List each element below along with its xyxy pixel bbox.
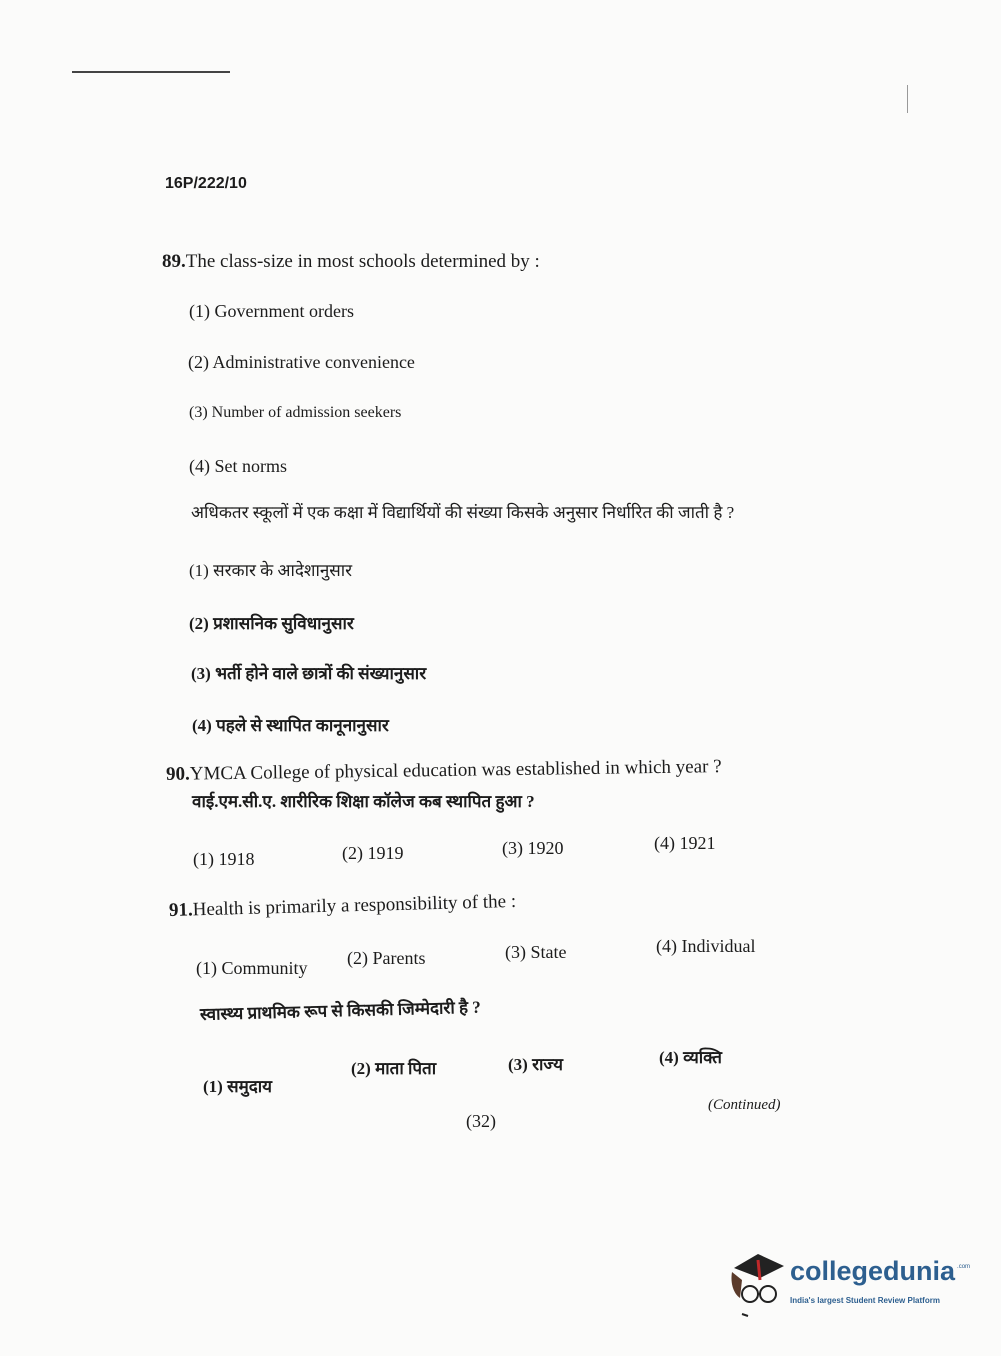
question-90 xyxy=(166,756,722,786)
scan-line xyxy=(72,71,230,73)
option: (4) Individual xyxy=(656,936,756,956)
option-hindi: (4) पहले से स्थापित कानूनानुसार xyxy=(192,716,389,735)
question-text: YMCA College of physical education was established in which year ? xyxy=(189,756,722,785)
page-number: (32) xyxy=(466,1111,496,1131)
option-hindi: (4) व्यक्ति xyxy=(659,1048,722,1067)
option: (2) Parents xyxy=(347,948,426,968)
question-number: 91. xyxy=(168,899,194,921)
option: (3) Number of admission seekers xyxy=(189,404,402,421)
brand-name: collegedunia xyxy=(790,1256,956,1286)
question-91 xyxy=(169,891,517,922)
mascot-logo-icon xyxy=(728,1250,788,1320)
option: (1) Government orders xyxy=(189,301,354,321)
paper-code: 16P/222/10 xyxy=(165,175,247,192)
options-row xyxy=(196,936,763,979)
brand-tagline: India's largest Student Review Platform xyxy=(790,1296,940,1305)
question-number: 89. xyxy=(162,251,186,272)
question-number: 90. xyxy=(165,763,190,785)
option: (3) 1920 xyxy=(502,838,564,858)
option: (1) 1918 xyxy=(193,849,255,869)
question-text: The class-size in most schools determined by : xyxy=(185,251,540,272)
option: (4) 1921 xyxy=(654,833,716,853)
brand-line xyxy=(790,1256,970,1287)
option-hindi: (1) सरकार के आदेशानुसार xyxy=(189,561,353,580)
question-hindi: अधिकतर स्कूलों में एक कक्षा में विद्यार्थियों की संख्या किसके अनुसार निर्धारित की जाती है ? xyxy=(191,503,735,522)
option-hindi: (2) माता पिता xyxy=(351,1059,437,1078)
option-hindi: (3) राज्य xyxy=(508,1055,564,1074)
options-row-hindi xyxy=(203,1045,730,1097)
option: (2) 1919 xyxy=(342,843,404,863)
option: (4) Set norms xyxy=(189,456,287,476)
question-text: Health is primarily a responsibility of the : xyxy=(192,890,517,921)
option-hindi: (2) प्रशासनिक सुविधानुसार xyxy=(189,614,354,633)
continued-note: (Continued) xyxy=(708,1097,781,1113)
question-hindi: वाई.एम.सी.ए. शारीरिक शिक्षा कॉलेज कब स्थापित हुआ ? xyxy=(192,792,535,811)
option: (1) Community xyxy=(196,958,308,978)
option-hindi: (3) भर्ती होने वाले छात्रों की संख्यानुसार xyxy=(191,664,427,683)
option: (3) State xyxy=(505,942,567,962)
brand-domain: .com xyxy=(957,1264,971,1270)
question-hindi: स्वास्थ्य प्राथमिक रूप से किसकी जिम्मेदारी है ? xyxy=(199,997,482,1024)
options-row xyxy=(193,833,724,870)
scan-mark xyxy=(907,85,908,113)
collegedunia-watermark xyxy=(728,1250,988,1320)
question-89 xyxy=(162,251,540,273)
option: (2) Administrative convenience xyxy=(188,352,415,372)
option-hindi: (1) समुदाय xyxy=(203,1077,273,1096)
